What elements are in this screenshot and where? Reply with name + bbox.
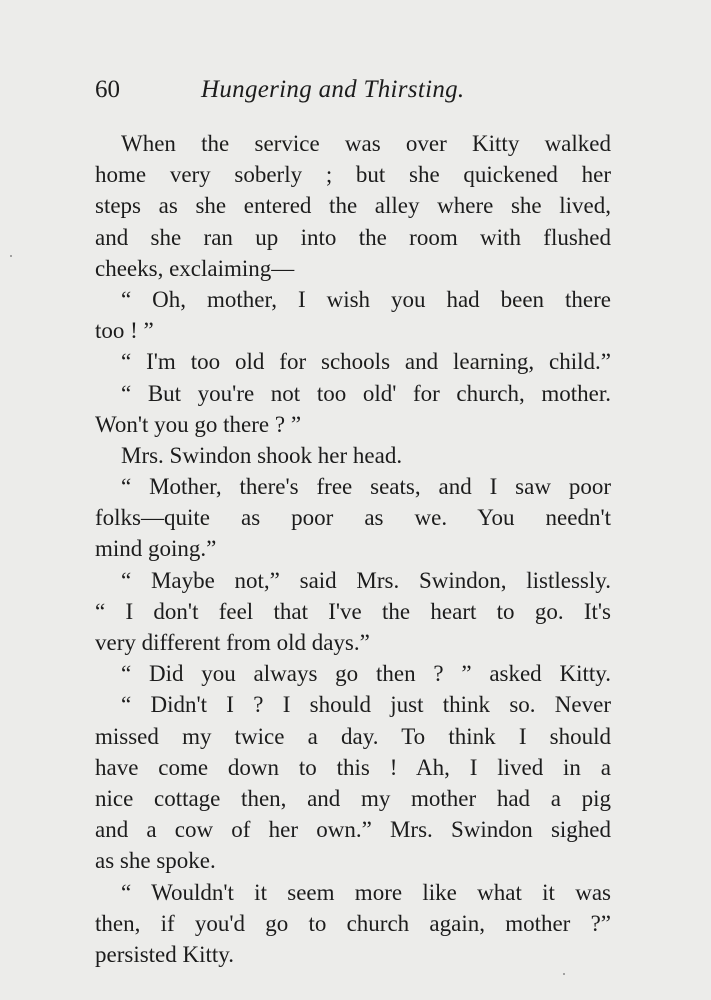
- text-line: “ I don't feel that I've the heart to go. It's: [95, 598, 611, 624]
- text-line: missed my twice a day. To think I should: [95, 723, 611, 749]
- text-line: “ But you're not too old' for church, mother.: [121, 380, 611, 406]
- text-line: steps as she entered the alley where she lived,: [95, 193, 611, 219]
- text-line: cheeks, exclaiming—: [95, 255, 295, 281]
- text-line: “ Oh, mother, I wish you had been there: [121, 286, 611, 312]
- text-line: mind going.”: [95, 536, 217, 562]
- text-line: have come down to this ! Ah, I lived in a: [95, 754, 611, 780]
- text-line: and a cow of her own.” Mrs. Swindon sighed: [95, 817, 611, 843]
- text-line: too ! ”: [95, 318, 154, 344]
- text-line: and she ran up into the room with flushed: [95, 224, 611, 250]
- text-line: home very soberly ; but she quickened her: [95, 162, 611, 188]
- text-line: “ Wouldn't it seem more like what it was: [121, 879, 611, 905]
- body-text: [95, 128, 611, 970]
- text-line: Won't you go there ? ”: [95, 411, 302, 437]
- text-line: When the service was over Kitty walked: [121, 131, 611, 156]
- running-head-title: Hungering and Thirsting.: [201, 76, 465, 103]
- text-line: “ Didn't I ? I should just think so. Never: [121, 692, 611, 718]
- text-line: folks—quite as poor as we. You needn't: [95, 505, 611, 531]
- running-header: [95, 76, 520, 110]
- paper-speck: [563, 973, 565, 975]
- text-line: “ Mother, there's free seats, and I saw poor: [121, 474, 611, 500]
- text-line: then, if you'd go to church again, mother ?”: [95, 910, 611, 936]
- text-line: nice cottage then, and my mother had a pig: [95, 785, 611, 811]
- text-line: “ Did you always go then ? ” asked Kitty.: [121, 661, 611, 687]
- text-line: “ Maybe not,” said Mrs. Swindon, listlessly.: [121, 567, 611, 593]
- text-line: very different from old days.”: [95, 630, 370, 655]
- text-line: as she spoke.: [95, 848, 216, 874]
- text-line: Mrs. Swindon shook her head.: [121, 442, 403, 468]
- paper-speck: [10, 255, 12, 257]
- page-number: 60: [95, 76, 120, 103]
- text-line: persisted Kitty.: [95, 941, 235, 967]
- text-line: “ I'm too old for schools and learning, child.”: [121, 349, 611, 375]
